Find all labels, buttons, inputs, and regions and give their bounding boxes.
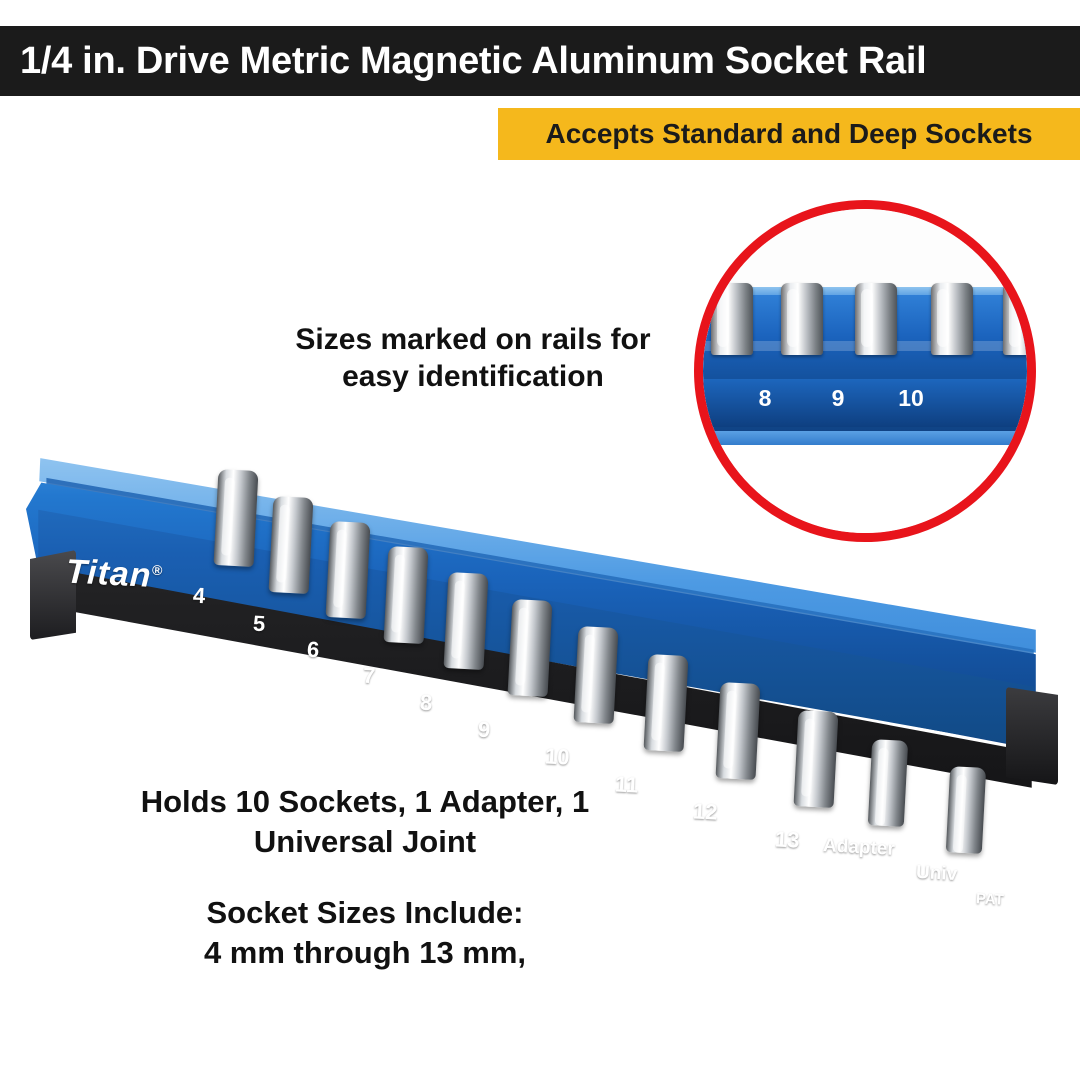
rail-size-label-10: 10 (544, 743, 571, 770)
rail-size-label-6: 6 (306, 636, 320, 663)
rail-size-label-9: 9 (477, 716, 491, 743)
rail-size-label-8: 8 (419, 689, 433, 716)
rail-size-label-7: 7 (362, 662, 376, 689)
rail-label-universal: Univ (915, 861, 958, 886)
detail-socket-clip (1003, 283, 1027, 355)
detail-size-label-9: 9 (831, 385, 845, 411)
rail-label-pat: PAT (975, 890, 1005, 909)
rail-end-cap-right (1006, 687, 1058, 785)
detail-socket-clip (931, 283, 973, 355)
detail-size-label-10: 10 (898, 385, 924, 411)
detail-socket-clip (855, 283, 897, 355)
detail-socket-clip (711, 283, 753, 355)
brand-logo (65, 552, 164, 596)
rail-size-label-11: 11 (614, 771, 639, 798)
rail-size-label-13: 13 (774, 826, 801, 853)
adapter-clip (868, 739, 908, 827)
socket-clip (574, 626, 619, 724)
socket-clip (269, 496, 314, 594)
callout-capacity: Holds 10 Sockets, 1 Adapter, 1 Universal Joint (140, 784, 590, 860)
socket-clip (384, 546, 429, 644)
page-title: 1/4 in. Drive Metric Magnetic Aluminum Socket Rail (20, 39, 927, 82)
socket-sizes-range: 4 mm through 13 mm, (203, 935, 527, 971)
subtitle-bar (498, 108, 1080, 160)
callout-socket-sizes (165, 893, 565, 974)
socket-clip (508, 599, 553, 697)
socket-clip (444, 572, 489, 670)
rail-size-label-12: 12 (692, 798, 719, 825)
socket-rail (18, 415, 1058, 909)
rail-size-label-4: 4 (192, 582, 206, 609)
universal-joint-clip (946, 766, 986, 854)
detail-size-label-8: 8 (758, 385, 772, 411)
socket-clip (214, 469, 259, 567)
socket-clip (326, 521, 371, 619)
socket-clip (644, 654, 689, 752)
socket-clip (794, 710, 839, 808)
socket-sizes-heading: Socket Sizes Include: (206, 895, 524, 930)
socket-clip (716, 682, 761, 780)
rail-label-adapter: Adapter (822, 835, 896, 860)
title-bar (0, 26, 1080, 96)
subtitle-text: Accepts Standard and Deep Sockets (545, 118, 1033, 149)
brand-name: Titan (65, 552, 153, 595)
registered-mark: ® (151, 561, 164, 579)
callout-sizes-marked: Sizes marked on rails for easy identification (295, 323, 651, 393)
detail-socket-clip (781, 283, 823, 355)
rail-size-label-5: 5 (252, 610, 266, 637)
